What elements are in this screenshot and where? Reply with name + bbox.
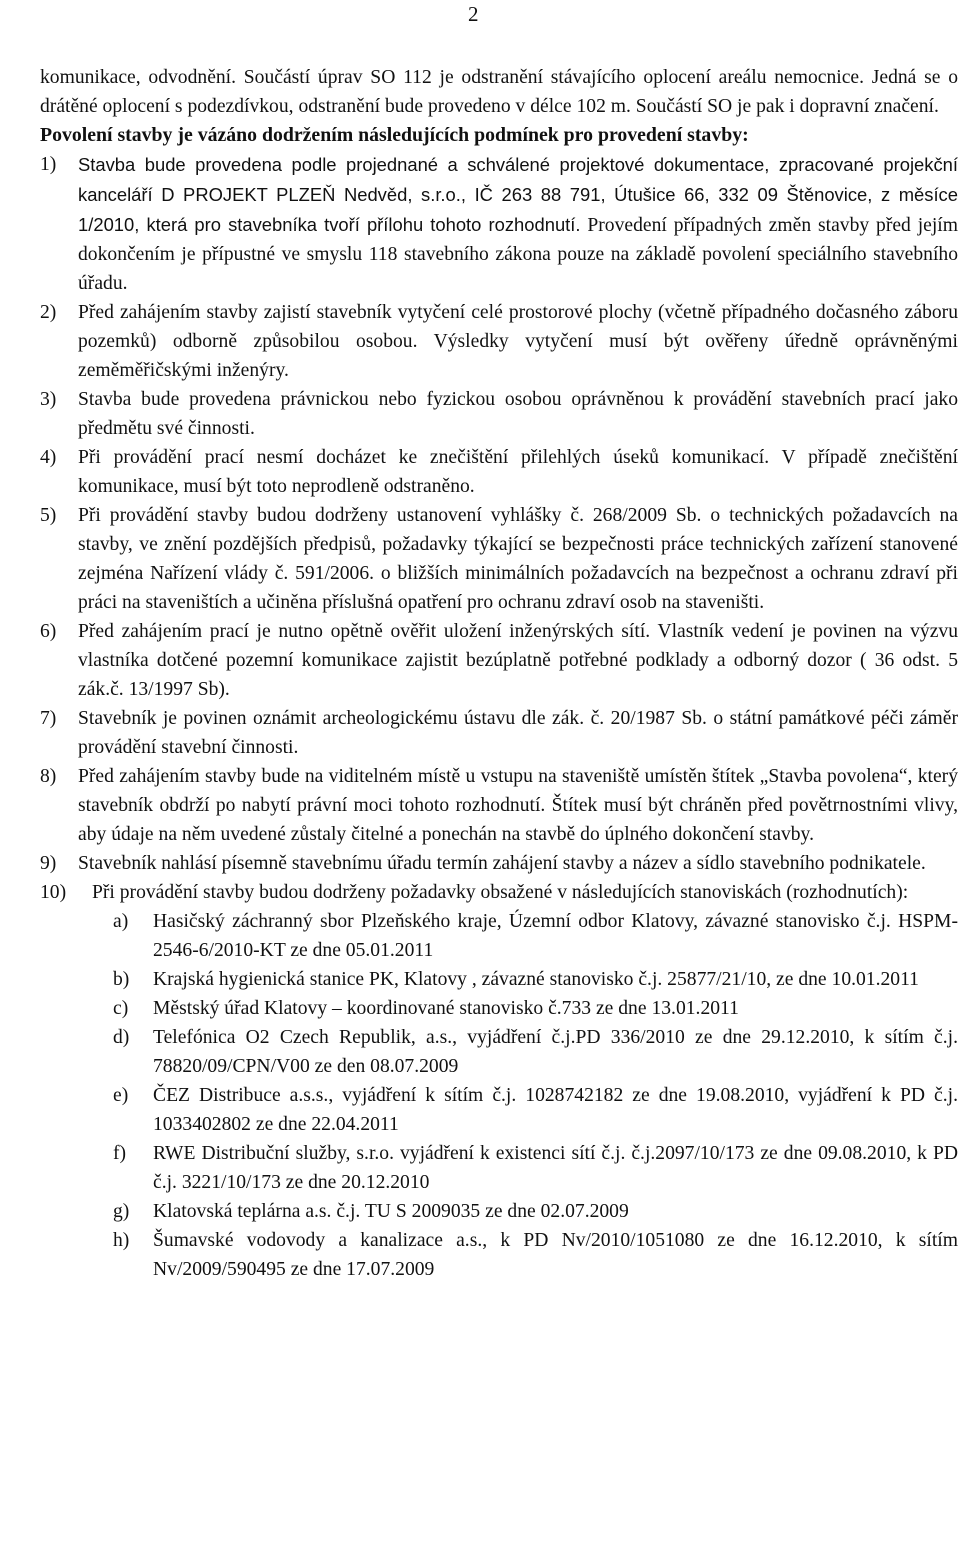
condition-item <box>40 385 958 443</box>
statement-text: Městský úřad Klatovy – koordinované stanovisko č.733 ze dne 13.01.2011 <box>153 998 739 1019</box>
condition-item <box>40 150 958 298</box>
statement-letter: c) <box>113 998 129 1019</box>
condition-text <box>78 150 958 298</box>
page-number: 2 <box>468 2 479 26</box>
condition-text-part: Provedení případných změn stavby před jejím dokončením je přípustné ve smyslu 118 stavebního zákona pouze na základě povolení speciálního stavebního úřadu. <box>78 215 958 294</box>
condition-number: 8) <box>40 766 57 787</box>
condition-text: Stavebník je povinen oznámit archeologickému ústavu dle zák. č. 20/1987 Sb. o státní památkové péči záměr provádění stavební činnosti. <box>78 708 958 758</box>
statement-text: Telefónica O2 Czech Republik, a.s., vyjádření č.j.PD 336/2010 ze dne 29.12.2010, k sítím č.j. 78820/09/CPN/V00 ze den 08.07.2009 <box>153 1027 958 1077</box>
condition-text: Stavebník nahlásí písemně stavebnímu úřadu termín zahájení stavby a název a sídlo stavebního podnikatele. <box>78 853 926 874</box>
statements-list <box>40 907 958 1284</box>
statement-text: Šumavské vodovody a kanalizace a.s., k PD Nv/2010/1051080 ze dne 16.12.2010, k sítím Nv/2009/590495 ze dne 17.07.2009 <box>153 1230 958 1280</box>
statement-text: ČEZ Distribuce a.s.s., vyjádření k sítím č.j. 1028742182 ze dne 19.08.2010, vyjádření k PD č.j. 1033402802 ze dne 22.04.2011 <box>153 1085 958 1135</box>
condition-item <box>40 501 958 617</box>
condition-number: 6) <box>40 621 57 642</box>
statement-letter: d) <box>113 1027 130 1048</box>
condition-text: Stavba bude provedena právnickou nebo fyzickou osobou oprávněnou k provádění stavebních prací jako předmětu své činnosti. <box>78 389 958 439</box>
statement-letter: f) <box>113 1143 127 1164</box>
statement-letter: a) <box>113 911 129 932</box>
condition-number: 3) <box>40 389 57 410</box>
condition-number: 7) <box>40 708 57 729</box>
condition-item <box>40 762 958 849</box>
condition-number: 10) <box>40 882 67 903</box>
statement-item <box>113 965 958 994</box>
condition-item <box>40 298 958 385</box>
statement-text: Klatovská teplárna a.s. č.j. TU S 2009035 ze dne 02.07.2009 <box>153 1201 629 1222</box>
statement-text: Hasičský záchranný sbor Plzeňského kraje, Územní odbor Klatovy, závazné stanovisko č.j. HSPM-2546-6/2010-KT ze dne 05.01.2011 <box>153 911 958 961</box>
intro-paragraph: komunikace, odvodnění. Součástí úprav SO 112 je odstranění stávajícího oplocení areálu nemocnice. Jedná se o drátěné oplocení s podezdívkou, odstranění bude provedeno v délce 102 m. Součástí SO je pak i dopravní značení. <box>40 67 958 117</box>
condition-text: Před zahájením stavby bude na viditelném místě u vstupu na staveniště umístěn štítek „Stavba povolena“, který stavebník obdrží po nabytí právní moci tohoto rozhodnutí. Štítek musí být chráněn před povětrnostními vlivy, aby údaje na něm uvedené zůstaly čitelné a ponechán na stavbě do úplného dokončení stavby. <box>78 766 958 845</box>
document-body <box>40 63 958 1284</box>
condition-number: 9) <box>40 853 57 874</box>
condition-number: 5) <box>40 505 57 526</box>
condition-item <box>40 704 958 762</box>
statement-letter: g) <box>113 1201 130 1222</box>
condition-number: 2) <box>40 302 57 323</box>
condition-text: Před zahájením stavby zajistí stavebník vytyčení celé prostorové plochy (včetně případného dočasného záboru pozemků) odborně způsobilou osobou. Výsledky vytyčení musí být ověřeny úředně oprávněnými zeměměřičskými inženýry. <box>78 302 958 381</box>
statement-item <box>113 1023 958 1081</box>
statement-letter: b) <box>113 969 130 990</box>
condition-text-part: Stavba bude provedena podle projednané a schválené projektové dokumentace, zpracované projekční kanceláří D PROJEKT PLZEŇ Nedvěd, s.r.o., IČ 263 88 791, Útušice 66, 332 09 Štěnovice, z měsíce 1/2010, která pro stavebníka tvoří přílohu tohoto rozhodnutí. <box>78 154 958 235</box>
statement-item <box>113 1226 958 1284</box>
statement-text: RWE Distribuční služby, s.r.o. vyjádření k existenci sítí č.j. č.j.2097/10/173 ze dne 09.08.2010, k PD č.j. 3221/10/173 ze dne 20.12.2010 <box>153 1143 958 1193</box>
statement-letter: h) <box>113 1230 130 1251</box>
condition-text: Při provádění stavby budou dodrženy ustanovení vyhlášky č. 268/2009 Sb. o technických požadavcích na stavby, ve znění pozdějších předpisů, požadavky týkající se bezpečnosti práce technických zařízení stanovené zejména Nařízení vlády č. 591/2006. o bližších minimálních požadavcích na bezpečnost a ochranu zdraví při práci na staveništích a učiněna příslušná opatření pro ochranu zdraví osob na staveništi. <box>78 505 958 613</box>
statement-item <box>113 907 958 965</box>
statement-letter: e) <box>113 1085 129 1106</box>
condition-number: 4) <box>40 447 57 468</box>
conditions-list <box>40 150 958 907</box>
statement-item <box>113 1139 958 1197</box>
condition-number: 1) <box>40 154 57 175</box>
condition-text: Před zahájením prací je nutno opětně ověřit uložení inženýrských sítí. Vlastník vedení je povinen na výzvu vlastníka dotčené pozemní komunikace zajistit bezúplatně potřebné podklady a odborný dozor ( 36 odst. 5 zák.č. 13/1997 Sb). <box>78 621 958 700</box>
statement-item <box>113 1081 958 1139</box>
condition-item <box>40 849 958 878</box>
condition-text: Při provádění prací nesmí docházet ke znečištění přilehlých úseků komunikací. V případě znečištění komunikace, musí být toto neprodleně odstraněno. <box>78 447 958 497</box>
statement-item <box>113 1197 958 1226</box>
statement-item <box>113 994 958 1023</box>
conditions-heading: Povolení stavby je vázáno dodržením následujících podmínek pro provedení stavby: <box>40 124 749 146</box>
condition-item <box>40 878 958 907</box>
statement-text: Krajská hygienická stanice PK, Klatovy , závazné stanovisko č.j. 25877/21/10, ze dne 10.01.2011 <box>153 969 919 990</box>
condition-text: Při provádění stavby budou dodrženy požadavky obsažené v následujících stanoviskách (rozhodnutích): <box>92 882 909 903</box>
condition-item <box>40 443 958 501</box>
condition-item <box>40 617 958 704</box>
